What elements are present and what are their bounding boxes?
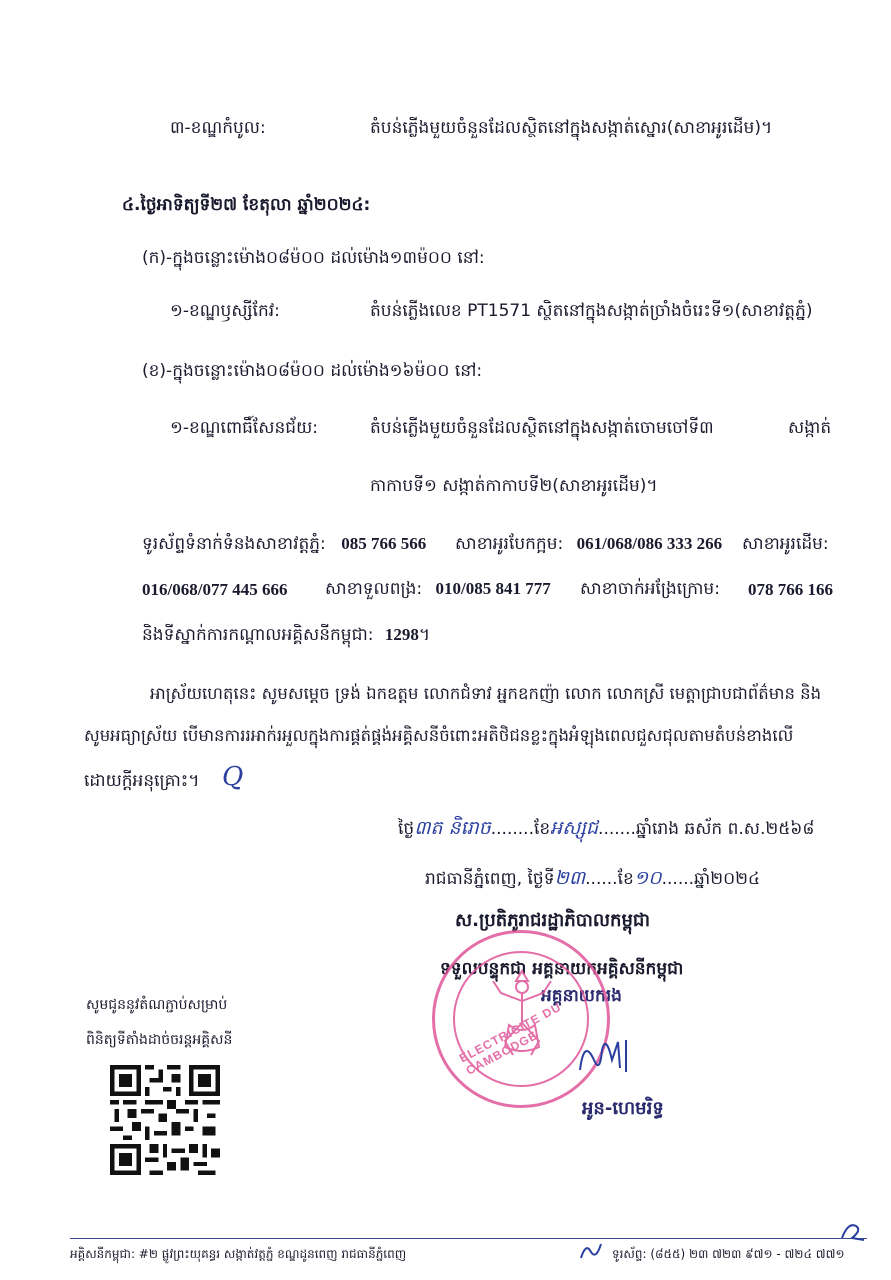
hq-label: និងទីស្នាក់ការកណ្តាលអគ្គិសនីកម្ពុជា:	[142, 625, 374, 645]
contacts-line1	[142, 533, 426, 558]
on-behalf-line: ស.ប្រតិភូរាជរដ្ឋាភិបាលកម្ពុជា	[455, 910, 651, 931]
footer-address: អគ្គិសនីកម្ពុជា: #២ ផ្លូវព្រះយុគន្ធរ សង្កាត់វត្តភ្នំ ខណ្ឌដូនពេញ រាជធានីភ្នំពេញ	[70, 1247, 407, 1261]
title-line2: អគ្គនាយករង	[541, 986, 622, 1006]
official-stamp	[432, 930, 610, 1108]
contacts-hq-line	[142, 624, 430, 649]
slot-b-item-label: ១-ខណ្ឌពោធិ៍សែនជ័យ:	[170, 418, 318, 438]
slot-a-item-label: ១-ខណ្ឌឫស្សីកែវ:	[170, 301, 280, 321]
section3-item-text: តំបន់ភ្លើងមួយចំនួនដែលស្ថិតនៅក្នុងសង្កាត់ស្នោរ(សាខាអូរដើម)។	[370, 118, 773, 138]
ou-baek-kaam-label: សាខាអូរបែកក្អម:	[455, 534, 564, 554]
initial-scribble-icon	[578, 1240, 604, 1262]
qr-note-line1: សូមជូននូវតំណភ្ជាប់សម្រាប់	[86, 997, 228, 1013]
lunar-month-handwritten: អស្សុជ	[550, 817, 599, 839]
stamp-text: ELECTRICITE DU CAMBODGE	[457, 999, 564, 1078]
footer-phone: ទូរស័ព្ទ: (៨៥៥) ២៣ ៧២៣ ៩៧១ - ៧២៤ ៧៧១	[612, 1247, 845, 1261]
closing-line3: ដោយក្តីអនុគ្រោះ។	[84, 771, 200, 791]
hq-suffix: ។	[418, 625, 431, 645]
ou-daem-label: សាខាអូរដើម:	[742, 534, 829, 554]
lunar-suffix: ឆ្នាំរោង ឆស័ក ព.ស.២៥៦៨	[635, 819, 815, 839]
solar-date-line: រាជធានីភ្នំពេញ, ថ្ងៃទី២៣......ខែ១០......ឆ្នាំ២០២៤	[425, 867, 761, 889]
slot-a-time: (ក)-ក្នុងចន្លោះម៉ោង០៨ម៉០០ ដល់ម៉ោង១៣ម៉០០ នៅ:	[142, 248, 485, 268]
slot-b-item-text-line1-end: សង្កាត់	[788, 418, 832, 438]
lunar-dots1: ........	[490, 819, 534, 839]
ou-daem-number: 016/068/077 445 666	[142, 580, 288, 599]
solar-day-handwritten: ២៣	[554, 867, 586, 889]
solar-month-prefix: ខែ	[617, 869, 634, 889]
solar-prefix: រាជធានីភ្នំពេញ, ថ្ងៃទី	[425, 869, 555, 889]
solar-month-handwritten: ១០	[633, 867, 662, 889]
chak-angre-number: 078 766 166	[748, 580, 833, 599]
footer-divider	[70, 1238, 867, 1239]
title-line1: ទទួលបន្ទុកជា អគ្គនាយកអគ្គិសនីកម្ពុជា	[440, 959, 684, 979]
signature-scribble-icon	[572, 1030, 652, 1080]
corner-initial-icon	[838, 1218, 868, 1244]
lunar-day-handwritten: ៣ត និរោច	[414, 817, 491, 839]
qr-note-line2: ពិនិត្យទីតាំងដាច់ចរន្តអគ្គិសនី	[86, 1032, 233, 1048]
chak-angre-label: សាខាចាក់អង្រែក្រោម:	[580, 579, 720, 599]
closing-line1: អាស្រ័យហេតុនេះ សូមសម្តេច ទ្រង់ ឯកឧត្តម លោកជំទាវ អ្នកឧកញ៉ា លោក លោកស្រី មេត្តាជ្រាបជាព័ត៌មាន និង	[150, 684, 822, 703]
slot-b-item-text-line2: កាកាបទី១ សង្កាត់កាកាបទី២(សាខាអូរដើម)។	[370, 476, 658, 496]
qr-code-icon	[110, 1065, 220, 1175]
contacts-line2b	[325, 578, 551, 603]
tuol-pongro-label: សាខាទួលពង្រ:	[325, 579, 423, 599]
day4-heading: ៤.ថ្ងៃអាទិត្យទី២៧ ខែតុលា ឆ្នាំ២០២៤:	[122, 195, 371, 215]
contacts-line1b	[455, 533, 722, 558]
solar-suffix: ឆ្នាំ២០២៤	[694, 869, 761, 889]
lunar-date-line	[398, 816, 814, 844]
signer-name: អូន-ហេមរិទ្ធ	[582, 1098, 664, 1119]
initial-mark: Q	[222, 762, 244, 792]
lunar-prefix: ថ្ងៃ	[398, 819, 415, 839]
lunar-dots2: .......	[598, 819, 636, 839]
lunar-month-prefix: ខែ	[533, 819, 551, 839]
slot-b-item-text-line1: តំបន់ភ្លើងមួយចំនួនដែលស្ថិតនៅក្នុងសង្កាត់ចោមចៅទី៣	[370, 418, 714, 438]
slot-b-time: (ខ)-ក្នុងចន្លោះម៉ោង០៨ម៉០០ ដល់ម៉ោង១៦ម៉០០ នៅ:	[142, 361, 483, 381]
ou-baek-kaam-number: 061/068/086 333 266	[576, 534, 723, 553]
hq-number: 1298	[384, 625, 419, 644]
tuol-pongro-number: 010/085 841 777	[435, 579, 551, 598]
closing-line2: សូមអធ្យាស្រ័យ បើមានការរអាក់រអួលក្នុងការផ្គត់ផ្គង់អគ្គិសនីចំពោះអតិថិជនខ្លះក្នុងអំឡុងពេលជួសជុលតាមតំបន់ខាងលើ	[84, 726, 794, 745]
slot-a-item-text: តំបន់ភ្លើងលេខ PT1571 ស្ថិតនៅក្នុងសង្កាត់ច្រាំងចំរេះទី១(សាខាវត្តភ្នំ)	[370, 301, 813, 321]
wat-phnom-label: ទូរស័ព្ទទំនាក់ទំនងសាខាវត្តភ្នំ:	[142, 534, 326, 554]
wat-phnom-number: 085 766 566	[341, 534, 427, 553]
section3-item-label: ៣-ខណ្ឌកំបូល:	[170, 118, 266, 138]
